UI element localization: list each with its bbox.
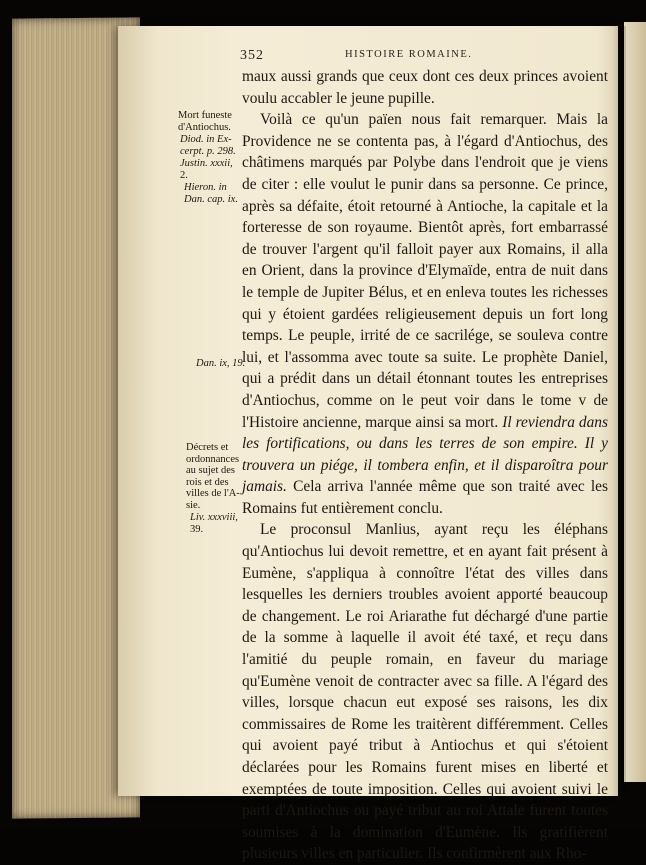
margin-note-diodorus: Diod. in Ex- cerpt. p. 298. (180, 134, 236, 157)
daniel-quotation: Il reviendra dans les fortifications, ou dans les terres de son empire. Il y trouvera un piége, il tombera enfin, et il disparoîtra pour jamais. (242, 413, 608, 496)
margin-note-hieron: Hieron. in Dan. cap. ix. (184, 182, 238, 205)
paragraph-antiochus-death: Voilà ce qu'un païen nous fait remarquer. Mais la Providence ne se contenta pas, à l'égard d'Antiochus, des châtimens marqués par Polybe dans l'endroit que je viens de citer : elle voulut le punir dans sa personne. Ce prince, après sa défaite, étoit retourné à Antioche, la capitale et la forteresse de son royaume. Bientôt après, fort embarrassé de trouver l'argent qu'il falloit payer aux Romains, il alla en Orient, dans la province d'Elymaïde, entra de nuit dans le temple de Jupiter Bélus, et en enleva toutes les richesses qui y étoient gardées religieusement depuis un fort long temps. Le peuple, irrité de ce sacrilége, se souleva contre lui, et l'assomma avec toute sa suite. Le prophète Daniel, qui a prédit dans un détail étonnant toutes les entreprises d'Antiochus, comme on le peut voir dans le tome v de l'Histoire ancienne, marque ainsi sa mort. Il reviendra dans les fortifications, ou dans les terres de son empire. Il y trouvera un piége, il tombera enfin, et il disparoîtra pour jamais. Cela arriva l'année même que son traité avec les Romains fut entièrement conclu. (242, 111, 608, 517)
main-text (242, 66, 608, 865)
paragraph-manlius: Le proconsul Manlius, ayant reçu les éléphans qu'Antiochus lui devoit remettre, et en ayant fait présent à Eumène, s'appliqua à connoître l'état des villes dans lesquelles les derniers troubles avoient apporté beaucoup de changement. Le roi Ariarathe fut déchargé d'une partie de la somme à laquelle il avoit été taxé, et reçu dans l'amitié du peuple romain, en faveur du mariage qu'Eumène venoit de contracter avec sa fille. A l'égard des villes, lorsque chacun eut exposé ses raisons, les dix commissaires de Rome les traitèrent différemment. Celles qui avoient payé tribut à Antiochus et qui s'étoient déclarées pour les Romains furent mises en liberté et exemptées de toute imposition. Celles qui avoient suivi le parti d'Antiochus ou payé tribut au roi Attale furent toutes soumises à la domination d'Eumène. Ils gratifièrent plusieurs villes en particulier. Ils confirmèrent aux Rho- (242, 521, 608, 863)
running-head (237, 48, 607, 66)
page-number: 352 (240, 48, 264, 63)
facing-page-edge (624, 22, 646, 782)
margin-note-justin: Justin. xxxii, 2. (180, 158, 233, 181)
margin-note-mort-funeste: Mort funeste d'Antiochus. (178, 110, 232, 133)
margin-note-decrets: Décrets et ordonnances au sujet des rois et des villes de l'A- sie. (186, 442, 240, 511)
margin-note-daniel: Dan. ix, 19. (196, 358, 246, 369)
running-title: HISTOIRE ROMAINE. (345, 49, 473, 60)
margin-note-livy: Liv. xxxviii, 39. (190, 512, 238, 535)
page-shadow (612, 26, 626, 796)
paragraph-continuation: maux aussi grands que ceux dont ces deux princes avoient voulu accabler le jeune pupille. (242, 68, 608, 107)
